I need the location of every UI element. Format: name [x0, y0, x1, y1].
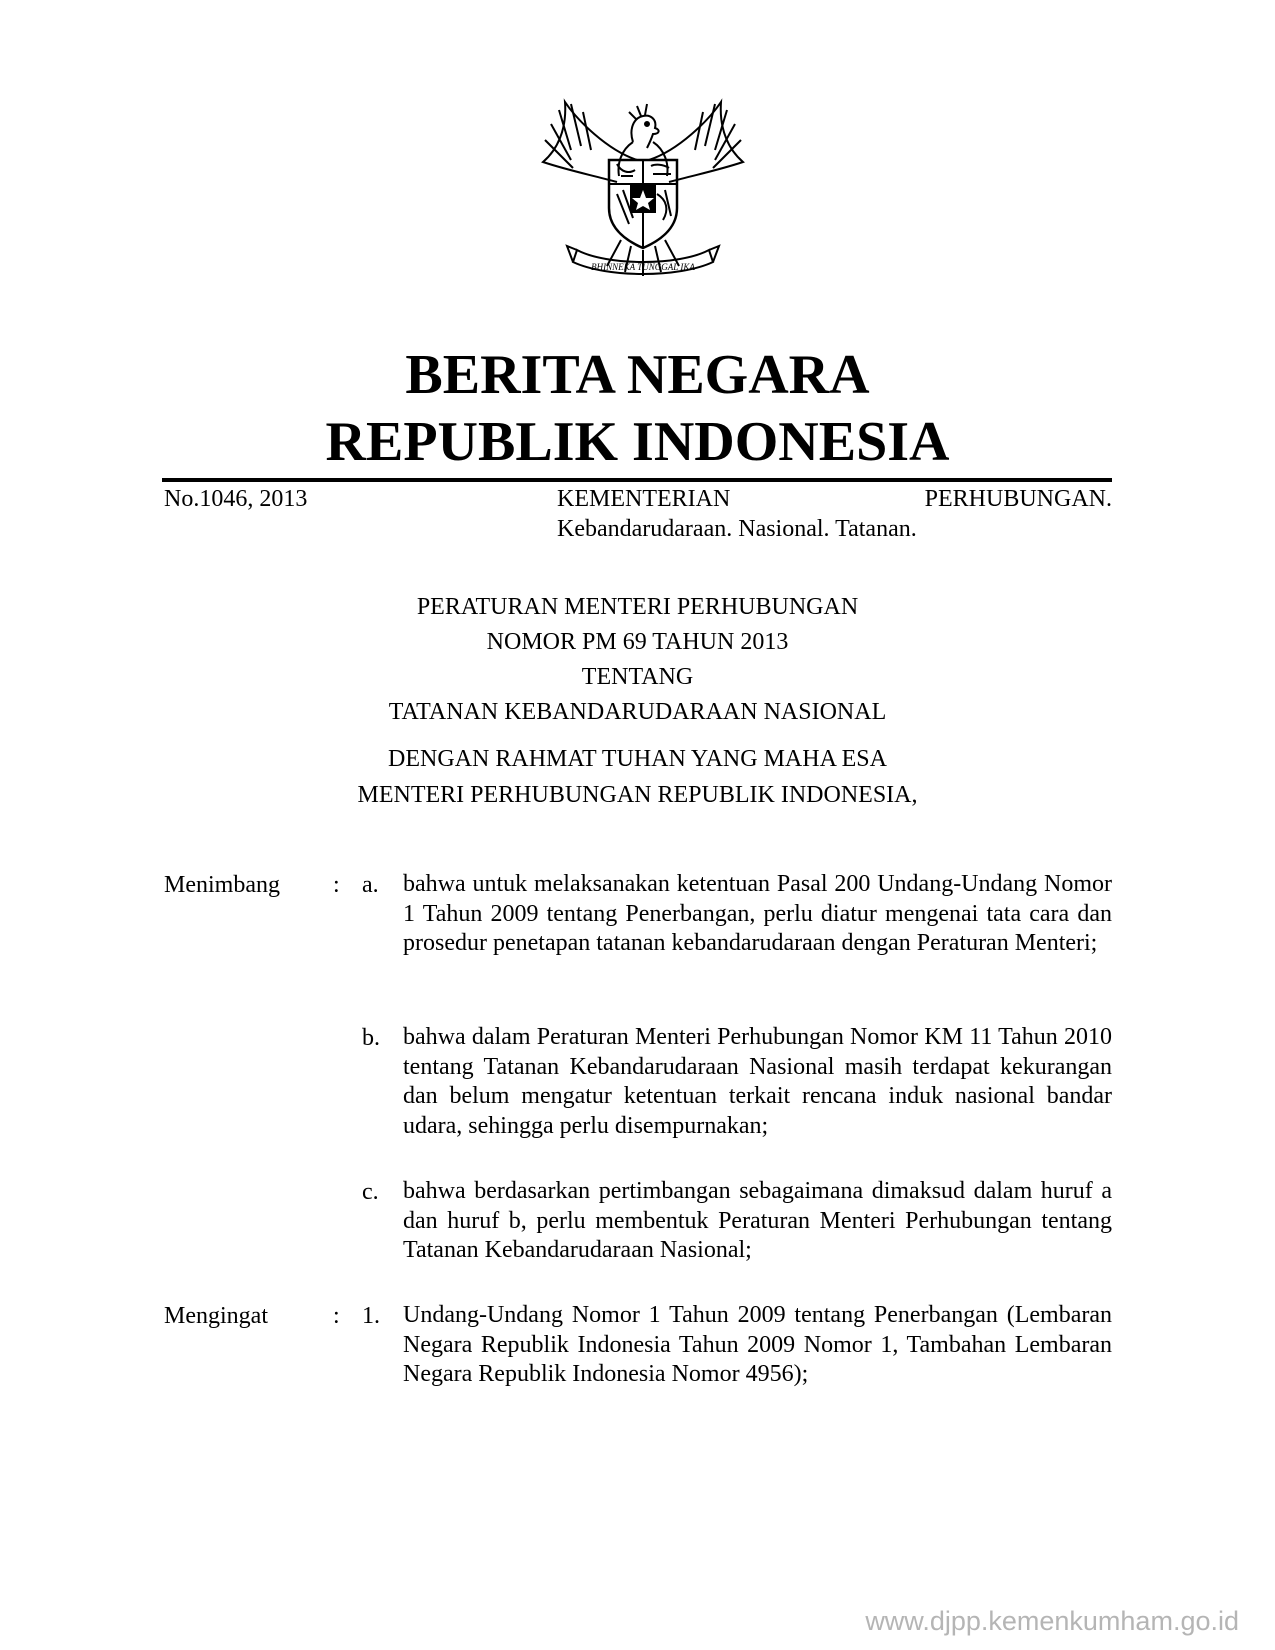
regulation-number: NOMOR PM 69 TAHUN 2013 — [486, 629, 789, 655]
invocation: DENGAN RAHMAT TUHAN YANG MAHA ESA — [388, 746, 887, 772]
issuing-authority: MENTERI PERHUBUNGAN REPUBLIK INDONESIA, — [357, 782, 918, 808]
menimbang-item-a: bahwa untuk melaksanakan ketentuan Pasal 200 Undang-Undang Nomor 1 Tahun 2009 tentang Penerbangan, perlu diatur mengenai tata cara dan prosedur penetapan tatanan kebandarudaraan dengan Peraturan Menteri; — [403, 871, 1112, 956]
menimbang-label: Menimbang — [164, 872, 280, 898]
garuda-emblem-icon — [537, 90, 749, 288]
regulation-type: PERATURAN MENTERI PERHUBUNGAN — [416, 594, 859, 620]
mengingat-label: Mengingat — [164, 1303, 268, 1329]
menimbang-item-b: bahwa dalam Peraturan Menteri Perhubungan Nomor KM 11 Tahun 2010 tentang Tatanan Kebandarudaraan Nasional masih terdapat kekurangan dan belum mengatur ketentuan terkait rencana induk nasional bandar udara, sehingga perlu disempurnakan; — [403, 1024, 1112, 1139]
emblem-motto: BHINNEKA TUNGGAL IKA — [591, 262, 695, 272]
menimbang-marker-a: a. — [362, 872, 379, 898]
gazette-title-line2: REPUBLIK INDONESIA — [325, 411, 950, 473]
watermark-url: www.djpp.kemenkumham.go.id — [865, 1606, 1239, 1636]
mengingat-marker-1: 1. — [362, 1303, 380, 1329]
regulation-subject: TATANAN KEBANDARUDARAAN NASIONAL — [388, 699, 887, 725]
regulation-tentang: TENTANG — [581, 664, 694, 690]
mengingat-item-1: Undang-Undang Nomor 1 Tahun 2009 tentang Penerbangan (Lembaran Negara Republik Indonesia Tahun 2009 Nomor 1, Tambahan Lembaran Negara Republik Indonesia Nomor 4956); — [403, 1302, 1112, 1387]
menimbang-marker-c: c. — [362, 1179, 379, 1205]
issuing-agency: KEMENTERIAN PERHUBUNGAN. — [557, 486, 1112, 512]
title-divider — [162, 478, 1112, 482]
menimbang-colon: : — [333, 872, 340, 898]
menimbang-item-c: bahwa berdasarkan pertimbangan sebagaimana dimaksud dalam huruf a dan huruf b, perlu membentuk Peraturan Menteri Perhubungan tentang Tatanan Kebandarudaraan Nasional; — [403, 1178, 1112, 1263]
gazette-title-line1: BERITA NEGARA — [405, 344, 870, 406]
mengingat-colon: : — [333, 1303, 340, 1329]
gazette-subject: Kebandarudaraan. Nasional. Tatanan. — [557, 516, 917, 542]
gazette-number: No.1046, 2013 — [164, 486, 308, 512]
menimbang-marker-b: b. — [362, 1025, 380, 1051]
